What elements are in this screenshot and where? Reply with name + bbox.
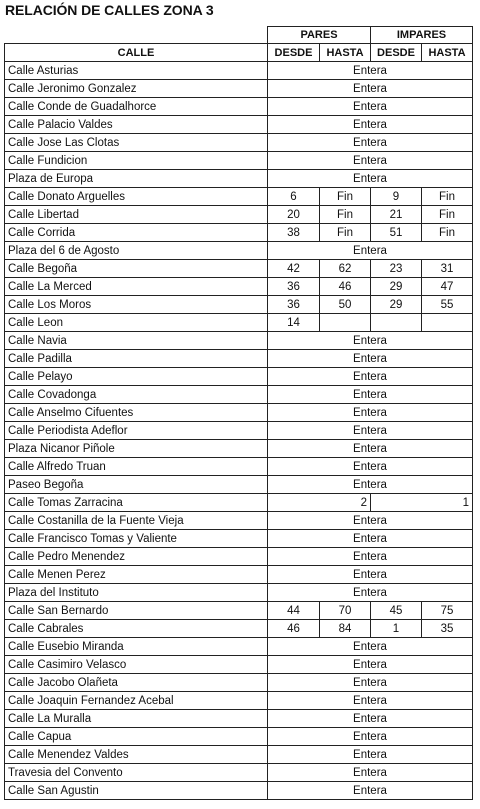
pares-desde-cell: 36: [268, 278, 320, 296]
impares-hasta-cell: 75: [422, 602, 473, 620]
pares-desde-cell: 46: [268, 620, 320, 638]
street-name: Plaza del 6 de Agosto: [5, 242, 268, 260]
entera-cell: Entera: [268, 242, 473, 260]
street-name: Calle Jacobo Olañeta: [5, 674, 268, 692]
street-name: Calle Palacio Valdes: [5, 116, 268, 134]
impares-desde-cell: 21: [371, 206, 422, 224]
street-name: Calle Padilla: [5, 350, 268, 368]
street-name: Plaza de Europa: [5, 170, 268, 188]
street-name: Calle Navia: [5, 332, 268, 350]
header-pares-hasta: HASTA: [320, 44, 371, 62]
pares-hasta-cell: 84: [320, 620, 371, 638]
entera-cell: Entera: [268, 404, 473, 422]
pares-hasta-cell: Fin: [320, 188, 371, 206]
street-name: Calle Joaquin Fernandez Acebal: [5, 692, 268, 710]
street-name: Calle Leon: [5, 314, 268, 332]
header-pares: PARES: [268, 27, 371, 44]
table-row: [5, 98, 473, 116]
table-row: [5, 746, 473, 764]
header-row-groups: [5, 27, 473, 44]
street-name: Calle La Muralla: [5, 710, 268, 728]
header-calle: CALLE: [5, 44, 268, 62]
entera-cell: Entera: [268, 476, 473, 494]
table-row: [5, 620, 473, 638]
pares-hasta-cell: [320, 314, 371, 332]
entera-cell: Entera: [268, 566, 473, 584]
street-name: Paseo Begoña: [5, 476, 268, 494]
table-row: [5, 584, 473, 602]
street-name: Calle San Bernardo: [5, 602, 268, 620]
impares-hasta-cell: Fin: [422, 224, 473, 242]
pares-hasta-cell: 70: [320, 602, 371, 620]
entera-cell: Entera: [268, 782, 473, 800]
table-row: [5, 188, 473, 206]
impares-hasta-cell: Fin: [422, 188, 473, 206]
table-row: [5, 638, 473, 656]
entera-cell: Entera: [268, 692, 473, 710]
table-row: [5, 566, 473, 584]
street-name: Calle Begoña: [5, 260, 268, 278]
header-empty: [5, 27, 268, 44]
table-row: [5, 170, 473, 188]
table-row: [5, 692, 473, 710]
street-name: Calle Pelayo: [5, 368, 268, 386]
header-pares-desde: DESDE: [268, 44, 320, 62]
entera-cell: Entera: [268, 764, 473, 782]
table-row: [5, 602, 473, 620]
entera-cell: Entera: [268, 80, 473, 98]
entera-cell: Entera: [268, 152, 473, 170]
table-row: [5, 314, 473, 332]
street-name: Plaza Nicanor Piñole: [5, 440, 268, 458]
table-row: [5, 80, 473, 98]
impares-desde-cell: 29: [371, 296, 422, 314]
table-row: [5, 548, 473, 566]
entera-cell: Entera: [268, 530, 473, 548]
table-row: [5, 206, 473, 224]
table-row: [5, 476, 473, 494]
impares-desde-cell: 29: [371, 278, 422, 296]
table-row: [5, 782, 473, 800]
table-row: [5, 116, 473, 134]
street-name: Calle Covadonga: [5, 386, 268, 404]
street-name: Calle San Agustin: [5, 782, 268, 800]
document-title: RELACIÓN DE CALLES ZONA 3: [5, 2, 214, 18]
entera-cell: Entera: [268, 458, 473, 476]
table-row: [5, 404, 473, 422]
impares-desde-cell: 23: [371, 260, 422, 278]
table-row: [5, 512, 473, 530]
street-name: Calle Asturias: [5, 62, 268, 80]
street-name: Calle Menendez Valdes: [5, 746, 268, 764]
street-name: Calle Pedro Menendez: [5, 548, 268, 566]
entera-cell: Entera: [268, 332, 473, 350]
table-row: [5, 134, 473, 152]
table-row: [5, 656, 473, 674]
street-name: Calle Francisco Tomas y Valiente: [5, 530, 268, 548]
entera-cell: Entera: [268, 638, 473, 656]
street-name: Plaza del Instituto: [5, 584, 268, 602]
table-row: [5, 674, 473, 692]
table-row: [5, 152, 473, 170]
table-row: [5, 458, 473, 476]
impares-hasta-cell: 47: [422, 278, 473, 296]
pares-desde-cell: 44: [268, 602, 320, 620]
table-row: [5, 242, 473, 260]
entera-cell: Entera: [268, 746, 473, 764]
pares-hasta-cell: 46: [320, 278, 371, 296]
entera-cell: Entera: [268, 656, 473, 674]
entera-cell: Entera: [268, 62, 473, 80]
street-name: Calle Libertad: [5, 206, 268, 224]
impares-desde-cell: 9: [371, 188, 422, 206]
table-row: [5, 260, 473, 278]
entera-cell: Entera: [268, 170, 473, 188]
street-name: Calle Corrida: [5, 224, 268, 242]
entera-cell: Entera: [268, 368, 473, 386]
street-name: Calle Alfredo Truan: [5, 458, 268, 476]
impares-hasta-cell: [422, 314, 473, 332]
pares-hasta-cell: Fin: [320, 224, 371, 242]
street-name: Calle Eusebio Miranda: [5, 638, 268, 656]
street-name: Calle Jeronimo Gonzalez: [5, 80, 268, 98]
table-row: [5, 710, 473, 728]
table-row: [5, 530, 473, 548]
impares-hasta-cell: 31: [422, 260, 473, 278]
entera-cell: Entera: [268, 116, 473, 134]
street-name: Calle Los Moros: [5, 296, 268, 314]
entera-cell: Entera: [268, 134, 473, 152]
street-name: Travesia del Convento: [5, 764, 268, 782]
entera-cell: Entera: [268, 386, 473, 404]
pares-desde-cell: 38: [268, 224, 320, 242]
entera-cell: Entera: [268, 422, 473, 440]
table-row: [5, 278, 473, 296]
street-name: Calle Cabrales: [5, 620, 268, 638]
pares-desde-cell: 6: [268, 188, 320, 206]
entera-cell: Entera: [268, 440, 473, 458]
pares-desde-cell: 14: [268, 314, 320, 332]
header-row-columns: [5, 44, 473, 62]
street-name: Calle Periodista Adeflor: [5, 422, 268, 440]
table-row: [5, 368, 473, 386]
street-name: Calle Tomas Zarracina: [5, 494, 268, 512]
street-name: Calle Donato Arguelles: [5, 188, 268, 206]
entera-cell: Entera: [268, 548, 473, 566]
header-impares-hasta: HASTA: [422, 44, 473, 62]
pares-hasta-cell: 50: [320, 296, 371, 314]
entera-cell: Entera: [268, 512, 473, 530]
street-name: Calle La Merced: [5, 278, 268, 296]
impares-desde-cell: [371, 314, 422, 332]
impares-desde-cell: 45: [371, 602, 422, 620]
impares-desde-cell: 1: [371, 620, 422, 638]
table-row: [5, 224, 473, 242]
table-row: [5, 332, 473, 350]
street-name: Calle Capua: [5, 728, 268, 746]
pares-hasta-cell: 62: [320, 260, 371, 278]
street-name: Calle Costanilla de la Fuente Vieja: [5, 512, 268, 530]
table-row: [5, 494, 473, 512]
entera-cell: Entera: [268, 674, 473, 692]
header-impares: IMPARES: [371, 27, 473, 44]
street-name: Calle Jose Las Clotas: [5, 134, 268, 152]
table-row: [5, 422, 473, 440]
impares-desde-cell: 51: [371, 224, 422, 242]
pares-cell: 2: [268, 494, 371, 512]
street-name: Calle Casimiro Velasco: [5, 656, 268, 674]
pares-hasta-cell: Fin: [320, 206, 371, 224]
table-row: [5, 350, 473, 368]
impares-cell: 1: [371, 494, 473, 512]
streets-table: [4, 26, 473, 800]
impares-hasta-cell: 35: [422, 620, 473, 638]
impares-hasta-cell: Fin: [422, 206, 473, 224]
table-row: [5, 440, 473, 458]
table-row: [5, 62, 473, 80]
header-impares-desde: DESDE: [371, 44, 422, 62]
entera-cell: Entera: [268, 350, 473, 368]
entera-cell: Entera: [268, 584, 473, 602]
impares-hasta-cell: 55: [422, 296, 473, 314]
entera-cell: Entera: [268, 98, 473, 116]
street-name: Calle Menen Perez: [5, 566, 268, 584]
table-body: [5, 62, 473, 800]
street-name: Calle Fundicion: [5, 152, 268, 170]
street-name: Calle Conde de Guadalhorce: [5, 98, 268, 116]
entera-cell: Entera: [268, 710, 473, 728]
table-row: [5, 386, 473, 404]
pares-desde-cell: 36: [268, 296, 320, 314]
pares-desde-cell: 20: [268, 206, 320, 224]
table-row: [5, 296, 473, 314]
pares-desde-cell: 42: [268, 260, 320, 278]
table-row: [5, 764, 473, 782]
table-row: [5, 728, 473, 746]
entera-cell: Entera: [268, 728, 473, 746]
street-name: Calle Anselmo Cifuentes: [5, 404, 268, 422]
